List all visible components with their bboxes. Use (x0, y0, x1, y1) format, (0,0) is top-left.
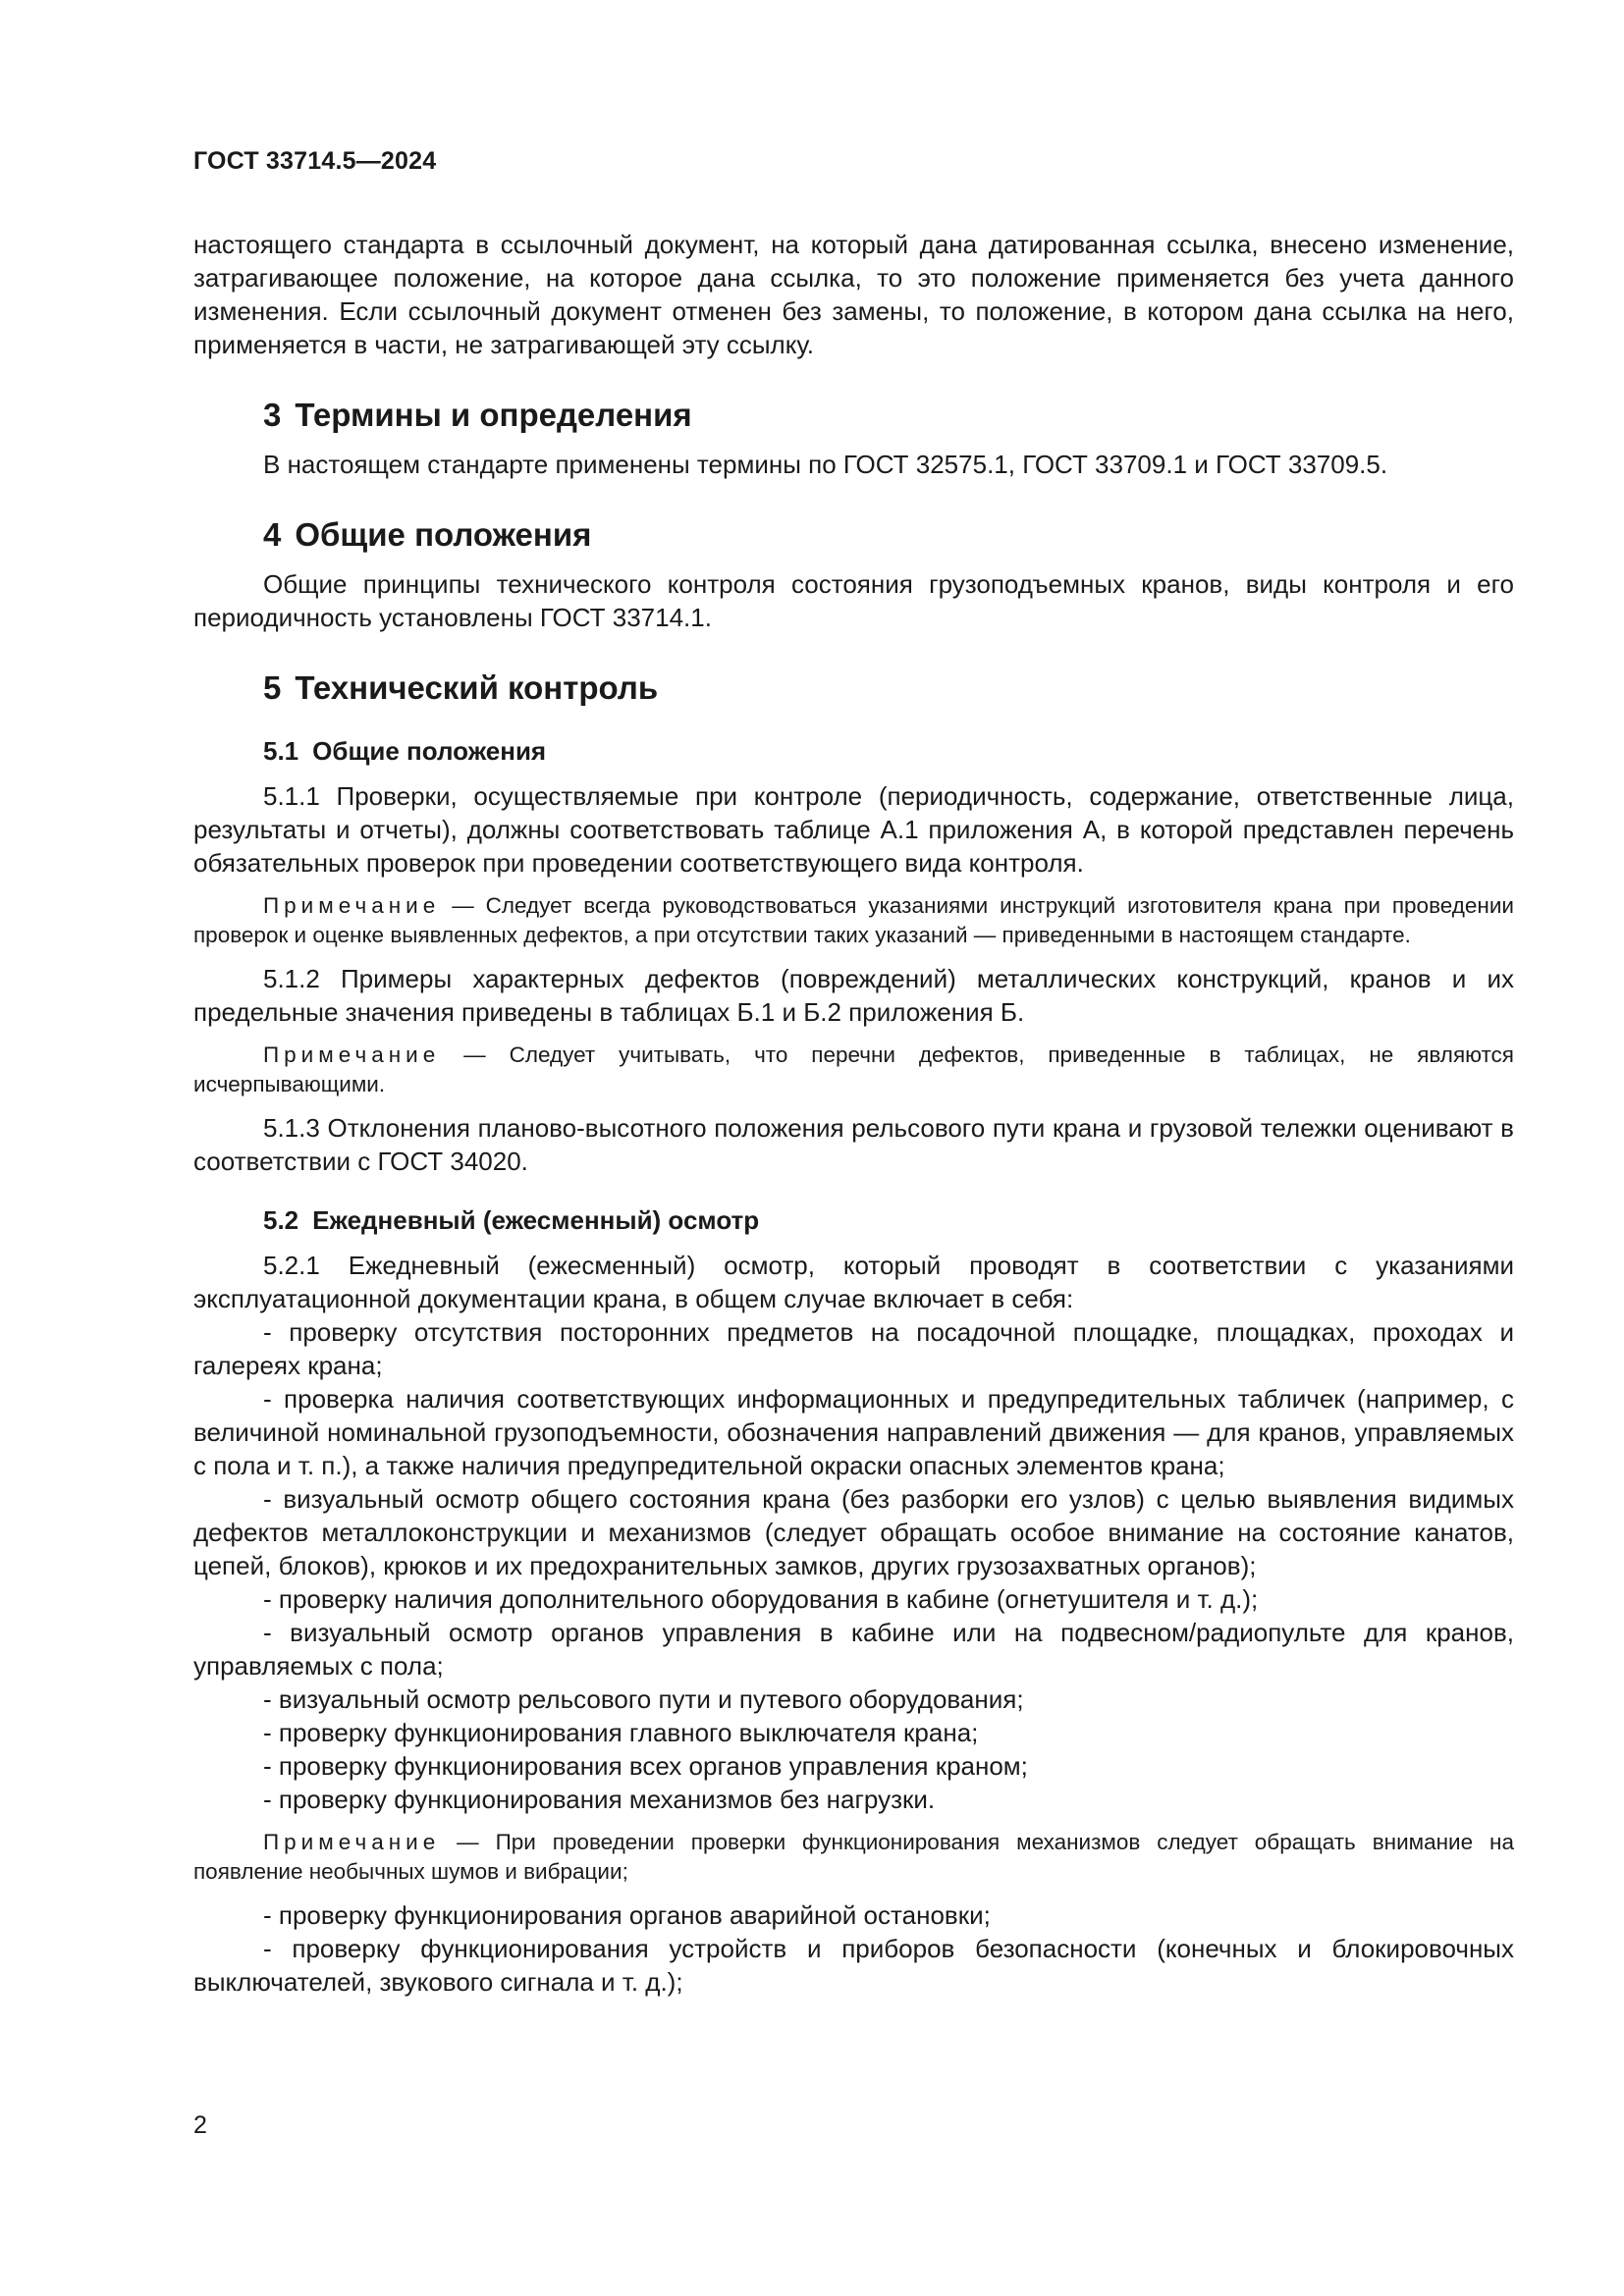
note-label: Примечание (263, 1042, 441, 1067)
paragraph-5-1-2: 5.1.2 Примеры характерных дефектов (повреждений) металлических конструкций, кранов и их предельные значения приведены в таблицах Б.1 и Б.2 приложения Б. (193, 964, 1514, 1027)
list-item: - визуальный осмотр общего состояния крана (без разборки его узлов) с целью выявления видимых дефектов металлоконструкции и механизмов (следует обращать особое внимание на состояние канатов, цепей, блоков), крюков и их предохранительных замков, других грузозахватных органов); (193, 1484, 1514, 1580)
section-4-heading: 4 Общие положения (263, 516, 592, 553)
inspection-list-a (193, 1315, 1514, 1816)
list-item: - проверку функционирования механизмов без нагрузки. (263, 1785, 936, 1814)
document-body (193, 228, 1514, 1999)
list-item: - проверку функционирования всех органов управления краном; (263, 1751, 1028, 1781)
list-item: - проверку отсутствия посторонних предметов на посадочной площадке, площадках, проходах и галереях крана; (193, 1317, 1514, 1380)
list-item: - визуальный осмотр рельсового пути и путевого оборудования; (263, 1684, 1024, 1714)
section-5-heading: 5 Технический контроль (263, 669, 659, 706)
document-header: ГОСТ 33714.5—2024 (193, 147, 437, 175)
note-3: Примечание — При проведении проверки функционирования механизмов следует обращать внимание на появление необычных шумов и вибрации; (193, 1830, 1514, 1884)
inspection-list-b (193, 1898, 1514, 1999)
page-number: 2 (193, 2111, 207, 2139)
note-1: Примечание — Следует всегда руководствоваться указаниями инструкций изготовителя крана при проведении проверок и оценке выявленных дефектов, а при отсутствии таких указаний — приведенными в настоящем стандарте. (193, 893, 1514, 947)
subsection-5-1-heading: 5.1 Общие положения (263, 736, 547, 766)
list-item: - проверка наличия соответствующих информационных и предупредительных табличек (например, с величиной номинальной грузоподъемности, обозначения направлений движения — для кранов, управляемых с пола и т. п.), а также наличия предупредительной окраски опасных элементов крана; (193, 1384, 1514, 1480)
paragraph-5-2-1: 5.2.1 Ежедневный (ежесменный) осмотр, который проводят в соответствии с указаниями эксплуатационной документации крана, в общем случае включает в себя: (193, 1251, 1514, 1313)
paragraph-5-1-3: 5.1.3 Отклонения планово-высотного положения рельсового пути крана и грузовой тележки оценивают в соответствии с ГОСТ 34020. (193, 1113, 1514, 1176)
note-label: Примечание (263, 1830, 441, 1854)
section-3-heading: 3 Термины и определения (263, 397, 692, 433)
list-item: - проверку функционирования устройств и приборов безопасности (конечных и блокировочных выключателей, звукового сигнала и т. д.); (193, 1934, 1514, 1997)
list-item: - визуальный осмотр органов управления в кабине или на подвесном/радиопульте для кранов, управляемых с пола; (193, 1618, 1514, 1681)
list-item: - проверку функционирования главного выключателя крана; (263, 1718, 979, 1747)
subsection-5-2-heading: 5.2 Ежедневный (ежесменный) осмотр (263, 1205, 760, 1235)
note-2: Примечание — Следует учитывать, что перечни дефектов, приведенные в таблицах, не являются исчерпывающими. (193, 1042, 1514, 1096)
intro-paragraph: настоящего стандарта в ссылочный документ, на который дана датированная ссылка, внесено изменение, затрагивающее положение, на которое дана ссылка, то это положение применяется без учета данного изменения. Если ссылочный документ отменен без замены, то положение, в котором дана ссылка на него, применяется в части, не затрагивающей эту ссылку. (193, 230, 1514, 359)
note-label: Примечание (263, 893, 441, 918)
section-3-text: В настоящем стандарте применены термины по ГОСТ 32575.1, ГОСТ 33709.1 и ГОСТ 33709.5. (263, 450, 1388, 479)
list-item: - проверку наличия дополнительного оборудования в кабине (огнетушителя и т. д.); (263, 1584, 1259, 1614)
paragraph-5-1-1: 5.1.1 Проверки, осуществляемые при контроле (периодичность, содержание, ответственные лица, результаты и отчеты), должны соответствовать таблице А.1 приложения А, в которой представлен перечень обязательных проверок при проведении соответствующего вида контроля. (193, 781, 1514, 878)
list-item: - проверку функционирования органов аварийной остановки; (263, 1900, 991, 1930)
section-4-text: Общие принципы технического контроля состояния грузоподъемных кранов, виды контроля и его периодичность установлены ГОСТ 33714.1. (193, 569, 1514, 632)
